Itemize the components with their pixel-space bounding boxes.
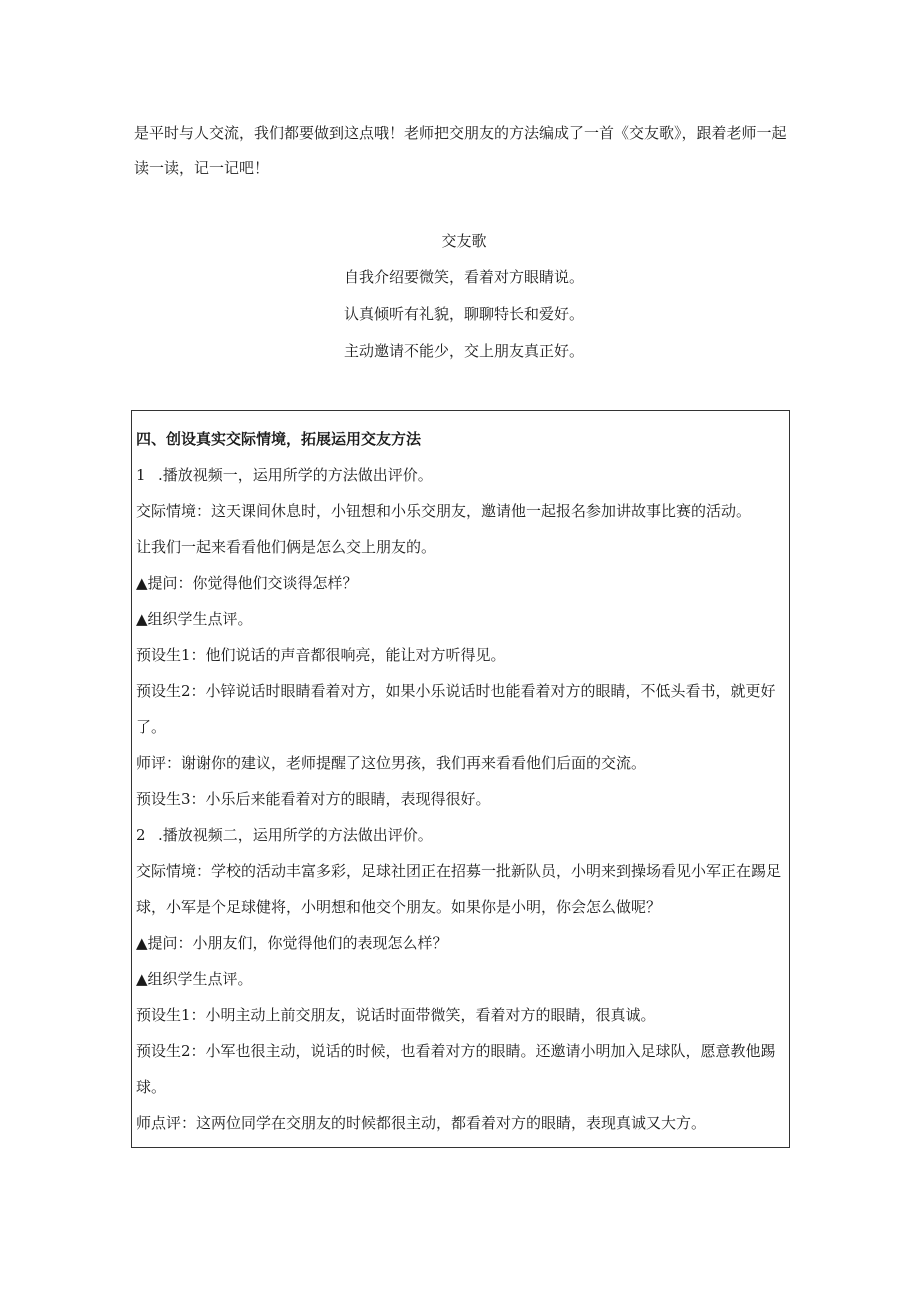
part-one-number: 1 xyxy=(136,466,146,484)
part-two-teacher-comment: 师点评：这两位同学在交朋友的时候都很主动，都看着对方的眼睛，表现真诚又大方。 xyxy=(136,1114,707,1132)
section-heading: 四、创设真实交际情境，拓展运用交友方法 xyxy=(136,430,422,448)
part-one-text: .播放视频一，运用所学的方法做出评价。 xyxy=(158,466,433,484)
section-four-box xyxy=(131,410,790,1148)
part-two-number: 2 xyxy=(136,826,146,844)
part-one-preset-2: 预设生2：小锌说话时眼睛看着对方，如果小乐说话时也能看着对方的眼睛，不低头看书，就更好了。 xyxy=(136,682,776,736)
part-one-title xyxy=(136,457,785,493)
part-one-preset-3: 预设生3：小乐后来能看着对方的眼睛，表现得很好。 xyxy=(136,790,491,808)
intro-paragraph: 是平时与人交流，我们都要做到这点哦！老师把交朋友的方法编成了一首《交友歌》，跟着老师一起读一读，记一记吧！ xyxy=(134,124,787,177)
part-one-question: ▲提问：你觉得他们交谈得怎样？ xyxy=(136,574,358,592)
part-two-organize: ▲组织学生点评。 xyxy=(136,970,253,988)
poem-title: 交友歌 xyxy=(441,232,487,250)
part-two-text: .播放视频二，运用所学的方法做出评价。 xyxy=(158,826,433,844)
part-two-preset-2: 预设生2：小军也很主动，说话的时候，也看着对方的眼睛。还邀请小明加入足球队，愿意教他踢球。 xyxy=(136,1042,776,1096)
part-one-teacher-comment: 师评：谢谢你的建议，老师提醒了这位男孩，我们再来看看他们后面的交流。 xyxy=(136,754,647,772)
part-one-organize: ▲组织学生点评。 xyxy=(136,610,253,628)
part-two-scenario: 交际情境：学校的活动丰富多彩，足球社团正在招募一批新队员，小明来到操场看见小军正在踢足球，小军是个足球健将，小明想和他交个朋友。如果你是小明，你会怎么做呢？ xyxy=(136,862,782,916)
part-two-preset-1: 预设生1：小明主动上前交朋友，说话时面带微笑，看着对方的眼睛，很真诚。 xyxy=(136,1006,656,1024)
part-one-scenario-cont: 让我们一起来看看他们俩是怎么交上朋友的。 xyxy=(136,538,437,556)
part-one-preset-1: 预设生1：他们说话的声音都很响亮，能让对方听得见。 xyxy=(136,646,506,664)
poem-line-2: 认真倾听有礼貌，聊聊特长和爱好。 xyxy=(343,305,584,323)
poem-line-3: 主动邀请不能少，交上朋友真正好。 xyxy=(343,342,584,360)
poem-block xyxy=(134,226,794,373)
part-two-title xyxy=(136,817,785,853)
part-two-question: ▲提问：小朋友们，你觉得他们的表现怎么样？ xyxy=(136,934,448,952)
poem-line-1: 自我介绍要微笑，看着对方眼睛说。 xyxy=(343,268,584,286)
part-one-scenario: 交际情境：这天课间休息时，小钮想和小乐交朋友，邀请他一起报名参加讲故事比赛的活动。 xyxy=(136,502,752,520)
